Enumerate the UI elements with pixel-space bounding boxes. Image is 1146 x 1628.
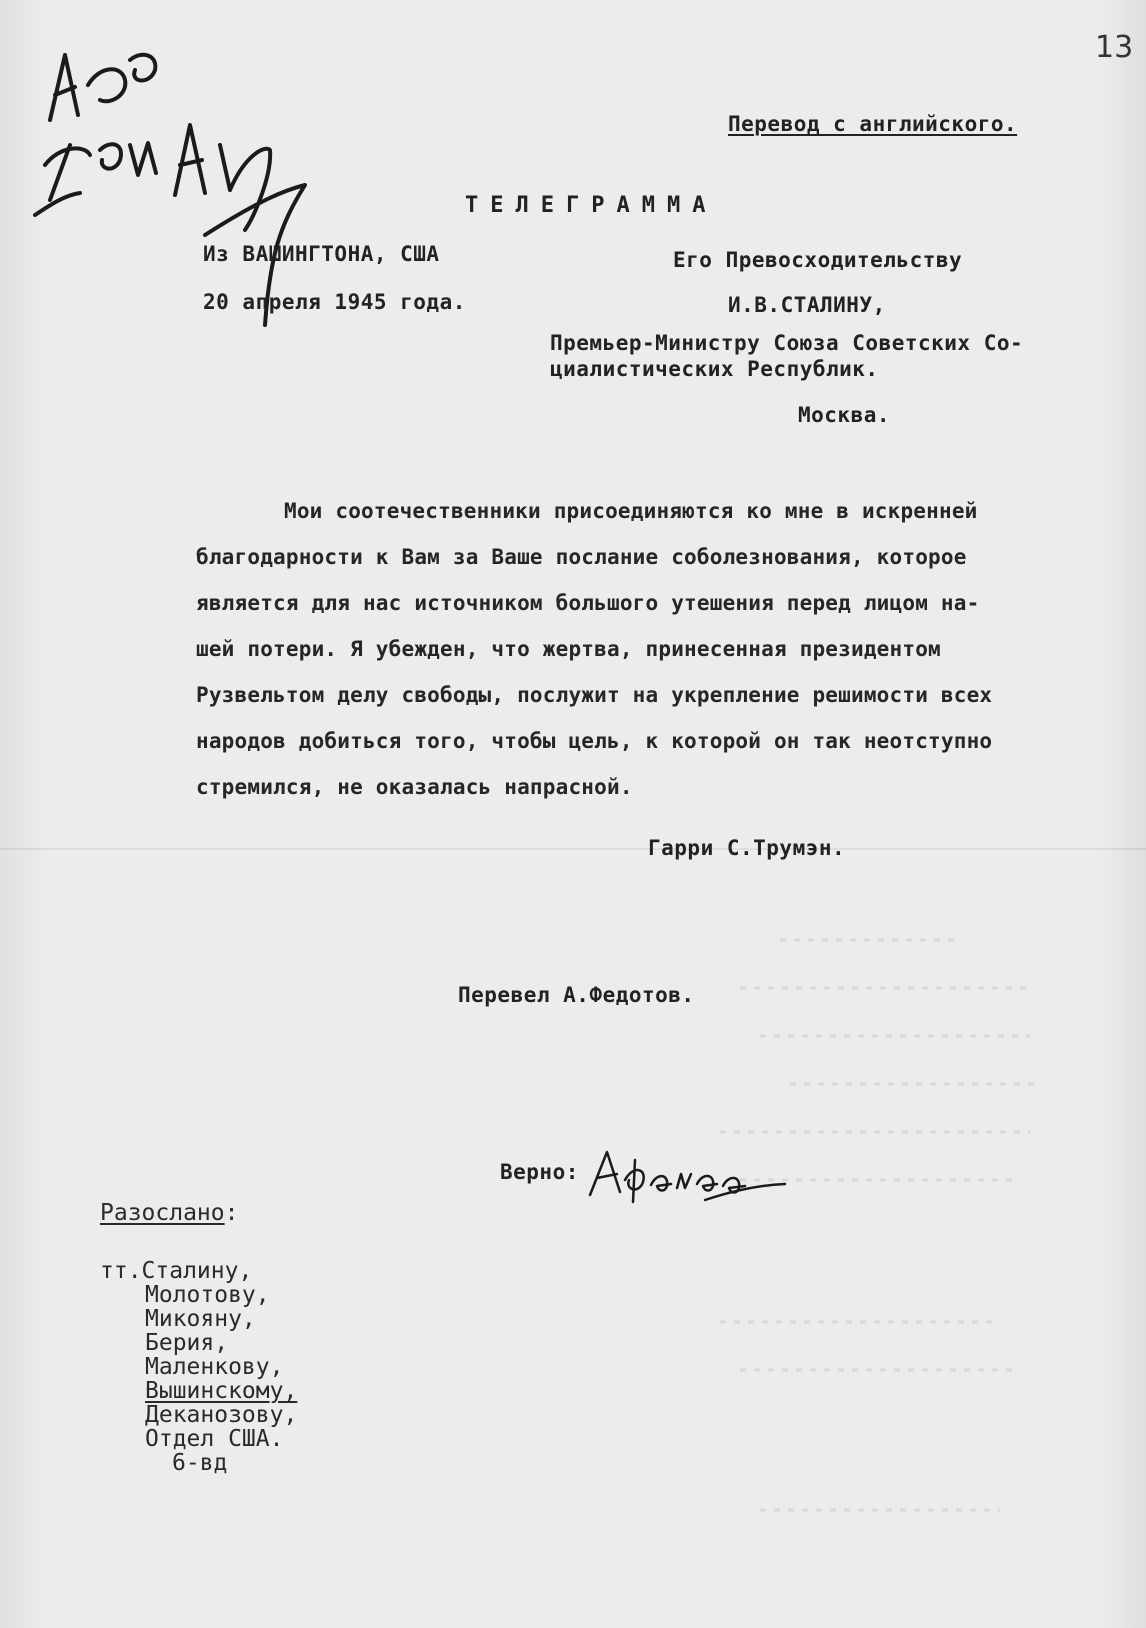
body-line: благодарности к Вам за Ваше послание соболезнования, которое [196, 545, 967, 569]
body-line: является для нас источником большого утешения перед лицом на- [196, 591, 980, 615]
body-line: стремился, не оказалась напрасной. [196, 775, 633, 799]
translation-note: Перевод с английского. [728, 112, 1018, 136]
distribution-label-colon: : [224, 1200, 239, 1226]
addressee-honorific: Его Превосходительству [673, 248, 963, 272]
list-item: Берия, [145, 1330, 229, 1356]
origin-city: Из ВАШИНГТОНА, США [203, 242, 440, 266]
paper-fold-line [0, 848, 1146, 850]
body-line: шей потери. Я убежден, что жертва, принесенная президентом [196, 637, 941, 661]
addressee-title-line-2: циалистических Республик. [550, 357, 879, 381]
translator-line: Перевел А.Федотов. [458, 983, 695, 1007]
addressee-name: И.В.СТАЛИНУ, [728, 293, 886, 317]
addressee-title-line-1: Премьер-Министру Союза Советских Со- [550, 331, 1024, 355]
list-item: Молотову, [145, 1282, 270, 1308]
body-line: народов добиться того, чтобы цель, к которой он так неотступно [196, 729, 993, 753]
list-item: Деканозову, [145, 1402, 298, 1428]
addressee-city: Москва. [798, 403, 891, 427]
list-item: Отдел США. [145, 1426, 284, 1452]
verified-label: Верно: [500, 1160, 579, 1184]
page-number: 13 [1095, 30, 1134, 65]
document-title: ТЕЛЕГРАММА [465, 193, 718, 218]
list-item: тт.Сталину, [100, 1258, 253, 1284]
distribution-label: Разослано [100, 1200, 225, 1226]
list-item: 6-вд [172, 1450, 228, 1476]
body-line: Мои соотечественники присоединяются ко мне в искренней [284, 499, 978, 523]
distribution-list [100, 1259, 297, 1475]
origin-date: 20 апреля 1945 года. [203, 290, 466, 314]
distribution-heading [100, 1201, 238, 1225]
body-line: Рузвельтом делу свободы, послужит на укрепление решимости всех [196, 683, 993, 707]
sender-signature: Гарри С.Трумэн. [648, 836, 846, 860]
handwritten-annotation [30, 25, 350, 335]
list-item: Микояну, [145, 1306, 256, 1332]
bleed-through-texture [700, 920, 1080, 1580]
list-item: Вышинскому, [145, 1378, 298, 1404]
telegram-body [196, 488, 1126, 810]
list-item: Маленкову, [145, 1354, 284, 1380]
